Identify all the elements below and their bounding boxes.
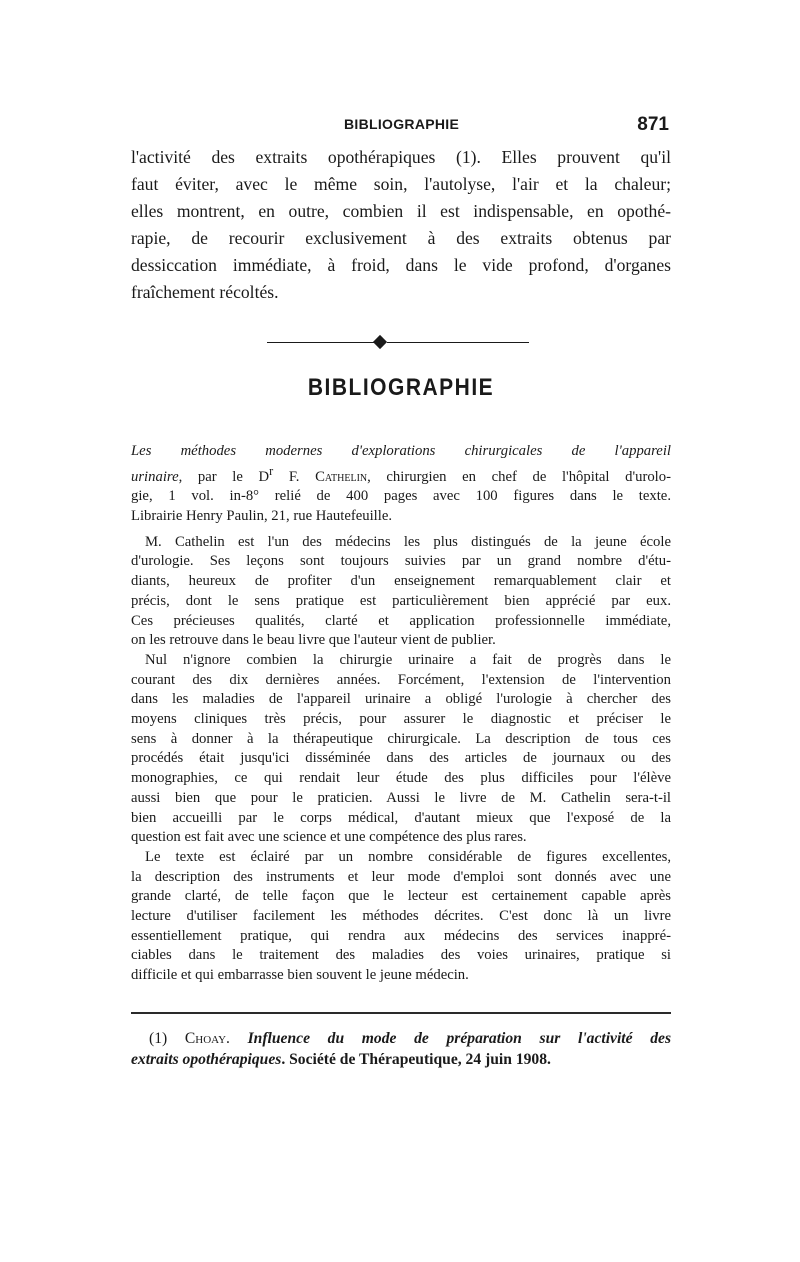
review-line: ciables dans le traitement des maladies des voies urinaires, pratique si <box>131 947 671 964</box>
citation-line: Librairie Henry Paulin, 21, rue Hautefeuille. <box>131 508 393 524</box>
citation-title-end: urinaire <box>131 468 179 485</box>
review-line: moyens cliniques très précis, pour assurer le diagnostic et préciser le <box>131 711 671 728</box>
lead-line: dessiccation immédiate, à froid, dans le vide profond, d'organes <box>131 255 671 275</box>
diamond-ornament-icon <box>373 335 387 349</box>
citation-author: Cathelin <box>315 468 368 485</box>
review-line: la description des instruments et leur mode d'emploi sont donnés avec une <box>131 868 671 885</box>
footnote-rule <box>131 1012 671 1014</box>
citation-text: , chirurgien en chef de l'hôpital d'urolo- <box>367 468 671 485</box>
review-line: monographies, ce qui rendait leur étude des plus difficiles pour l'élève <box>131 770 671 787</box>
lead-line: l'activité des extraits opothérapiques (1). Elles prouvent qu'il <box>131 147 671 167</box>
review-line: précis, dont le sens pratique est particulièrement bien apprécié par eux. <box>131 592 671 609</box>
footnote-line <box>131 1049 671 1070</box>
ornament-rule-left <box>267 342 377 343</box>
footnote-title-end: extraits opothérapiques <box>131 1050 282 1068</box>
lead-line: elles montrent, en outre, combien il est indispensable, en opothé- <box>131 201 671 221</box>
section-ornament <box>131 332 671 352</box>
review-line: grande clarté, de telle façon que le lecteur est certainement capable après <box>131 888 671 905</box>
citation-initial: F. <box>273 468 316 485</box>
review-line: question est fait avec une science et une compétence des plus rares. <box>131 829 527 846</box>
review-line: d'urologie. Ses leçons sont toujours suivies par un grand nombre d'étu- <box>131 553 671 570</box>
review-line: procédés était jusqu'ici disséminée dans des articles de journaux ou des <box>131 750 671 767</box>
review-paragraph-2 <box>131 651 671 848</box>
review-line: bien accueilli par le corps médical, d'autant mieux que l'exposé de la <box>131 809 671 826</box>
footnote <box>131 1028 671 1070</box>
review-line: Le texte est éclairé par un nombre considérable de figures excellentes, <box>145 848 671 865</box>
book-citation <box>131 442 671 527</box>
citation-line: gie, 1 vol. in-8° relié de 400 pages avec 100 figures dans le texte. <box>131 488 671 505</box>
lead-paragraph <box>131 144 671 306</box>
review-line: M. Cathelin est l'un des médecins les plus distingués de la jeune école <box>145 533 671 550</box>
citation-title: Les méthodes modernes d'explorations chirurgicales de l'appareil <box>131 443 671 459</box>
review-line: diants, heureux de profiter d'un enseignement remarquablement clair et <box>131 573 671 590</box>
review-line: on les retrouve dans le beau livre que l'auteur vient de publier. <box>131 632 496 649</box>
footnote-line: (1) Choay. Influence du mode de préparation sur l'activité des <box>149 1029 672 1047</box>
review-line: essentiellement pratique, qui rendra aux médecins des services inappré- <box>131 927 671 944</box>
lead-line: rapie, de recourir exclusivement à des extraits obtenus par <box>131 228 671 248</box>
review-line: lecture d'utiliser facilement les méthodes décrites. C'est donc là un livre <box>131 908 671 925</box>
footnote-source: . Société de Thérapeutique, 24 juin 1908. <box>281 1050 551 1068</box>
review-line: Nul n'ignore combien la chirurgie urinaire a fait de progrès dans le <box>145 651 671 668</box>
footnote-marker: (1) <box>149 1029 168 1047</box>
review-line: Ces précieuses qualités, clarté et application professionnelle immédiate, <box>131 612 671 629</box>
book-review <box>131 442 671 986</box>
citation-doctor-sup: r <box>269 463 274 478</box>
review-paragraph-1 <box>131 533 671 651</box>
page-content <box>131 114 671 1070</box>
page-number: 871 <box>637 114 669 135</box>
running-title: BIBLIOGRAPHIE <box>344 116 460 132</box>
review-line: aussi bien que pour le praticien. Aussi le livre de M. Cathelin sera-t-il <box>131 789 671 806</box>
citation-text: , par le D <box>178 468 270 485</box>
review-line: difficile et qui embarrasse bien souvent le jeune médecin. <box>131 967 469 984</box>
ornament-rule-right <box>387 342 529 343</box>
citation-line <box>131 462 671 488</box>
review-paragraph-3 <box>131 848 671 986</box>
review-line: dans les maladies de l'appareil urinaire a obligé l'urologie à chercher des <box>131 691 671 708</box>
section-title: BIBLIOGRAPHIE <box>307 374 495 401</box>
review-line: sens à donner à la thérapeutique chirurgicale. La description de tous ces <box>131 730 671 747</box>
lead-line: fraîchement récoltés. <box>131 282 279 302</box>
footnote-author: Choay <box>184 1029 227 1047</box>
running-head <box>131 114 671 144</box>
lead-line: faut éviter, avec le même soin, l'autolyse, l'air et la chaleur; <box>131 174 671 194</box>
review-line: courant des dix dernières années. Forcément, l'extension de l'intervention <box>131 671 671 688</box>
footnote-title: Influence du mode de préparation sur l'activité des <box>247 1029 672 1047</box>
